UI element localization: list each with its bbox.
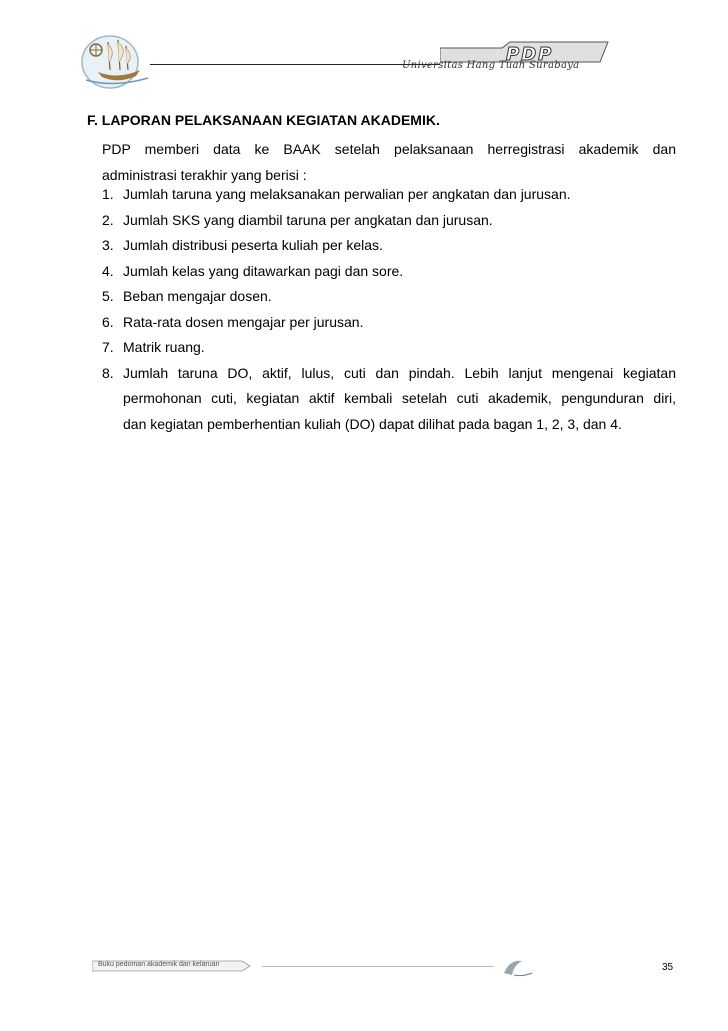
list-item	[102, 310, 676, 336]
list-number: 5.	[102, 288, 114, 304]
list-text: Jumlah distribusi peserta kuliah per kelas.	[123, 237, 383, 253]
section-title: F. LAPORAN PELAKSANAAN KEGIATAN AKADEMIK.	[87, 112, 440, 128]
report-list	[102, 182, 676, 437]
intro-paragraph	[102, 136, 676, 188]
list-text: Matrik ruang.	[123, 339, 205, 355]
list-item	[102, 284, 676, 310]
list-text: permohonan cuti, kegiatan aktif kembali setelah cuti akademik, pengunduran diri,	[123, 390, 676, 406]
intro-line: PDP memberi data ke BAAK setelah pelaksanaan herregistrasi akademik dan	[102, 141, 676, 157]
list-text: dan kegiatan pemberhentian kuliah (DO) dapat dilihat pada bagan 1, 2, 3, dan 4.	[123, 415, 622, 432]
list-number: 3.	[102, 237, 114, 253]
list-text: Jumlah SKS yang diambil taruna per angkatan dan jurusan.	[123, 211, 493, 228]
list-item	[102, 335, 676, 361]
list-item	[102, 182, 676, 208]
university-emblem-icon	[78, 30, 158, 92]
list-text: Jumlah taruna yang melaksanakan perwalian per angkatan dan jurusan.	[123, 186, 571, 202]
footer-rule	[262, 966, 494, 967]
page-number: 35	[662, 962, 674, 973]
pdp-logo	[440, 38, 610, 78]
list-text: Jumlah taruna DO, aktif, lulus, cuti dan pindah. Lebih lanjut mengenai kegiatan	[123, 364, 676, 381]
footer-label: Buku pedoman akademik dan kelaruan	[98, 961, 220, 968]
header-rule	[150, 64, 440, 65]
list-number: 7.	[102, 339, 114, 355]
list-item	[102, 233, 676, 259]
list-number: 4.	[102, 262, 114, 279]
list-number: 8.	[102, 364, 114, 381]
svg-text:PDP: PDP	[506, 44, 554, 65]
list-text: Rata-rata dosen mengajar per jurusan.	[123, 313, 364, 330]
list-item	[102, 208, 676, 234]
list-number: 1.	[102, 186, 114, 202]
list-number: 6.	[102, 313, 114, 330]
list-text: Jumlah kelas yang ditawarkan pagi dan sore.	[123, 262, 404, 279]
intro-line: administrasi terakhir yang berisi :	[102, 167, 307, 183]
list-number: 2.	[102, 211, 114, 228]
list-text: Beban mengajar dosen.	[123, 288, 272, 304]
list-item	[102, 259, 676, 285]
list-item	[102, 361, 676, 438]
footer-emblem-icon	[500, 955, 534, 979]
university-name: Universitas Hang Tuah Surabaya	[402, 60, 580, 71]
